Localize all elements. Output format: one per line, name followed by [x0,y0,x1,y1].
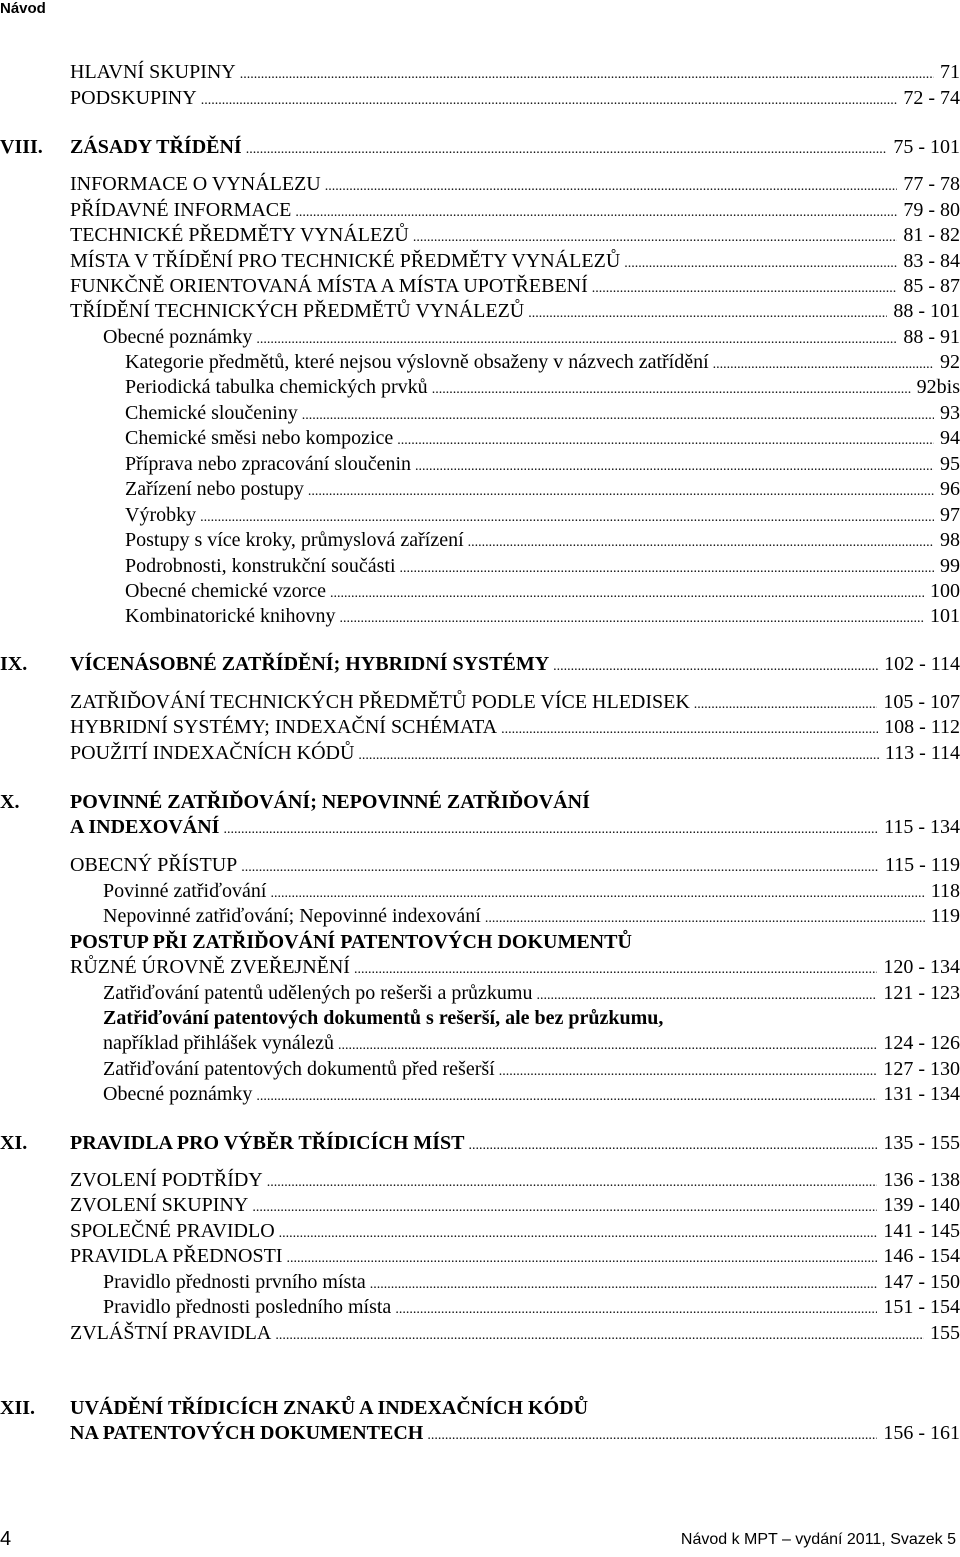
entry-page: 92 [940,351,960,373]
entry-title: TECHNICKÉ PŘEDMĚTY VYNÁLEZŮ [70,224,409,246]
toc-entry [70,741,960,765]
toc-entry [125,604,960,628]
dot-leader [256,1082,877,1109]
dot-leader [713,350,934,377]
dot-leader [528,299,887,326]
toc-entry [125,452,960,476]
dot-leader [223,815,878,842]
entry-page: 101 [930,605,960,627]
entry-page: 72 - 74 [903,87,960,109]
dot-leader [432,375,911,402]
entry-page: 139 - 140 [883,1194,960,1216]
page-number: 4 [0,1528,12,1550]
dot-leader [240,60,934,87]
entry-page: 121 - 123 [883,982,960,1004]
entry-title: UVÁDĚNÍ TŘÍDICÍCH ZNAKŮ A INDEXAČNÍCH KÓDŮ [70,1397,589,1419]
dot-leader [536,981,877,1008]
entry-title: A INDEXOVÁNÍ [70,816,220,838]
dot-leader [370,1270,878,1297]
chapter-number: X. [0,791,20,813]
entry-title: Obecné poznámky [103,326,253,348]
dot-leader [302,401,934,428]
toc-entry [70,274,960,298]
toc-entry [0,1131,960,1155]
chapter-number: VIII. [0,136,43,158]
chapter-number: XI. [0,1132,28,1154]
entry-page: 102 - 114 [884,653,960,675]
toc-entry [70,1244,960,1268]
entry-page: 120 - 134 [883,956,960,978]
dot-leader [694,690,878,717]
dot-leader [553,652,878,679]
entry-title: POUŽITÍ INDEXAČNÍCH KÓDŮ [70,742,355,764]
toc-entry [0,1396,960,1420]
entry-page: 85 - 87 [903,275,960,297]
entry-page: 94 [940,427,960,449]
toc-entry [70,60,960,84]
dot-leader [295,198,897,225]
entry-page: 83 - 84 [903,250,960,272]
entry-page: 93 [940,402,960,424]
dot-leader [275,1321,924,1348]
toc-entry [70,715,960,739]
toc-entry [70,690,960,714]
entry-page: 99 [940,555,960,577]
running-footer: Návod k MPT – vydání 2011, Svazek 5 [680,1531,956,1548]
entry-title: Zatřiďování patentových dokumentů před rešerší [103,1058,495,1080]
entry-title: SPOLEČNÉ PRAVIDLO [70,1220,275,1242]
entry-page: 127 - 130 [883,1058,960,1080]
dot-leader [592,274,898,301]
toc-entry [125,401,960,425]
entry-page: 146 - 154 [883,1245,960,1267]
entry-page: 119 [930,905,960,927]
toc-entry [0,652,960,676]
toc-entry [70,1321,960,1345]
toc-entry [70,1421,960,1445]
entry-page: 147 - 150 [883,1271,960,1293]
toc-entry [125,503,960,527]
toc-entry [125,375,960,399]
entry-title: ZVLÁŠTNÍ PRAVIDLA [70,1322,272,1344]
dot-leader [325,172,898,199]
entry-title: INFORMACE O VYNÁLEZU [70,173,321,195]
toc-entry [0,135,960,159]
entry-title: PODSKUPINY [70,87,197,109]
toc-entry [103,879,960,903]
entry-page: 135 - 155 [883,1132,960,1154]
entry-title: PŘÍDAVNÉ INFORMACE [70,199,292,221]
toc-entry [70,172,960,196]
dot-leader [279,1219,878,1246]
entry-title: PRAVIDLA PŘEDNOSTI [70,1245,283,1267]
chapter-number: IX. [0,653,28,675]
entry-page: 124 - 126 [883,1032,960,1054]
entry-title: VÍCENÁSOBNÉ ZATŘÍDĚNÍ; HYBRIDNÍ SYSTÉMY [70,653,550,675]
entry-title: POSTUP PŘI ZATŘIĎOVÁNÍ PATENTOVÝCH DOKUMENTŮ [70,931,632,953]
toc-entry [103,1006,960,1030]
dot-leader [200,503,934,530]
entry-page: 79 - 80 [903,199,960,221]
dot-leader [395,1295,877,1322]
toc-entry [70,853,960,877]
entry-page: 88 - 91 [903,326,960,348]
entry-page: 156 - 161 [883,1422,960,1444]
toc-entry [125,528,960,552]
dot-leader [501,715,878,742]
toc-entry [125,350,960,374]
entry-title: Výrobky [125,504,197,526]
entry-page: 75 - 101 [893,136,960,158]
toc-entry [70,815,960,839]
entry-title: NA PATENTOVÝCH DOKUMENTECH [70,1422,424,1444]
entry-page: 118 [930,880,960,902]
entry-title: HYBRIDNÍ SYSTÉMY; INDEXAČNÍ SCHÉMATA [70,716,498,738]
toc-entry [103,1082,960,1106]
entry-page: 97 [940,504,960,526]
entry-title: Kombinatorické knihovny [125,605,336,627]
entry-title: MÍSTA V TŘÍDĚNÍ PRO TECHNICKÉ PŘEDMĚTY VYNÁLEZŮ [70,250,621,272]
toc-entry [125,426,960,450]
running-header: Návod [0,0,46,17]
entry-title: ZVOLENÍ PODTŘÍDY [70,1169,263,1191]
entry-page: 88 - 101 [893,300,960,322]
entry-title: Kategorie předmětů, které nejsou výslovně obsaženy v názvech zatřídění [125,351,709,373]
toc-entry [103,1031,960,1055]
toc-entry [103,1270,960,1294]
entry-page: 96 [940,478,960,500]
toc-entry [0,790,960,814]
entry-page: 115 - 134 [884,816,960,838]
toc-entry [125,579,960,603]
entry-page: 136 - 138 [883,1169,960,1191]
dot-leader [469,1131,878,1158]
dot-leader [413,223,897,250]
entry-page: 105 - 107 [883,691,960,713]
entry-title: Pravidlo přednosti posledního místa [103,1296,392,1318]
dot-leader [358,741,878,768]
entry-title: ZVOLENÍ SKUPINY [70,1194,249,1216]
entry-title: ZÁSADY TŘÍDĚNÍ [70,136,242,158]
dot-leader [286,1244,877,1271]
dot-leader [270,879,924,906]
toc-entry [103,1295,960,1319]
entry-title: Pravidlo přednosti prvního místa [103,1271,366,1293]
entry-title: PRAVIDLA PRO VÝBĚR TŘÍDICÍCH MÍST [70,1132,465,1154]
entry-title: Zatřiďování patentových dokumentů s rešerší, ale bez průzkumu, [103,1007,664,1029]
dot-leader [241,853,879,880]
entry-title: například přihlášek vynálezů [103,1032,335,1054]
entry-title: ZATŘIĎOVÁNÍ TECHNICKÝCH PŘEDMĚTŮ PODLE VÍCE HLEDISEK [70,691,690,713]
entry-page: 115 - 119 [884,854,960,876]
entry-page: 141 - 145 [883,1220,960,1242]
toc-entry [70,86,960,110]
entry-title: Podrobnosti, konstrukční součásti [125,555,396,577]
dot-leader [246,135,888,162]
dot-leader [267,1168,878,1195]
chapter-number: XII. [0,1397,36,1419]
dot-leader [308,477,934,504]
dot-leader [485,904,925,931]
dot-leader [400,554,934,581]
entry-page: 113 - 114 [884,742,960,764]
entry-page: 92bis [916,376,960,398]
dot-leader [499,1057,878,1084]
toc-entry [70,1168,960,1192]
toc-entry [103,981,960,1005]
entry-title: Povinné zatřiďování [103,880,267,902]
toc-entry [70,955,960,979]
entry-page: 98 [940,529,960,551]
toc-entry [103,904,960,928]
entry-page: 155 [930,1322,960,1344]
dot-leader [624,249,897,276]
entry-title: FUNKČNĚ ORIENTOVANÁ MÍSTA A MÍSTA UPOTŘEBENÍ [70,275,588,297]
dot-leader [415,452,934,479]
dot-leader [397,426,934,453]
entry-title: Periodická tabulka chemických prvků [125,376,428,398]
toc-entry [70,1219,960,1243]
entry-title: Nepovinné zatřiďování; Nepovinné indexování [103,905,481,927]
dot-leader [427,1421,877,1448]
toc-entry [70,1193,960,1217]
dot-leader [256,325,897,352]
entry-page: 131 - 134 [883,1083,960,1105]
dot-leader [354,955,877,982]
entry-page: 95 [940,453,960,475]
entry-title: Chemické sloučeniny [125,402,298,424]
dot-leader [330,579,924,606]
entry-title: Zařízení nebo postupy [125,478,304,500]
entry-page: 81 - 82 [903,224,960,246]
toc-entry [70,930,960,954]
entry-page: 151 - 154 [883,1296,960,1318]
toc-entry [103,1057,960,1081]
toc-entry [70,198,960,222]
entry-title: RŮZNÉ ÚROVNĚ ZVEŘEJNĚNÍ [70,956,350,978]
toc-entry [103,325,960,349]
entry-page: 77 - 78 [903,173,960,195]
toc-entry [125,554,960,578]
entry-title: Zatřiďování patentů udělených po rešerši a průzkumu [103,982,533,1004]
entry-title: Chemické směsi nebo kompozice [125,427,394,449]
dot-leader [201,86,898,113]
toc-entry [70,223,960,247]
entry-title: Příprava nebo zpracování sloučenin [125,453,412,475]
toc-entry [70,249,960,273]
dot-leader [338,1031,877,1058]
toc-entry [70,299,960,323]
entry-title: Postupy s více kroky, průmyslová zařízení [125,529,464,551]
dot-leader [340,604,924,631]
entry-title: TŘÍDĚNÍ TECHNICKÝCH PŘEDMĚTŮ VYNÁLEZŮ [70,300,525,322]
entry-page: 108 - 112 [884,716,960,738]
dot-leader [468,528,934,555]
entry-title: OBECNÝ PŘÍSTUP [70,854,238,876]
toc-entry [125,477,960,501]
entry-title: Obecné poznámky [103,1083,253,1105]
entry-title: Obecné chemické vzorce [125,580,326,602]
entry-page: 71 [940,61,960,83]
dot-leader [252,1193,877,1220]
entry-page: 100 [930,580,960,602]
entry-title: HLAVNÍ SKUPINY [70,61,236,83]
entry-title: POVINNÉ ZATŘIĎOVÁNÍ; NEPOVINNÉ ZATŘIĎOVÁNÍ [70,791,590,813]
